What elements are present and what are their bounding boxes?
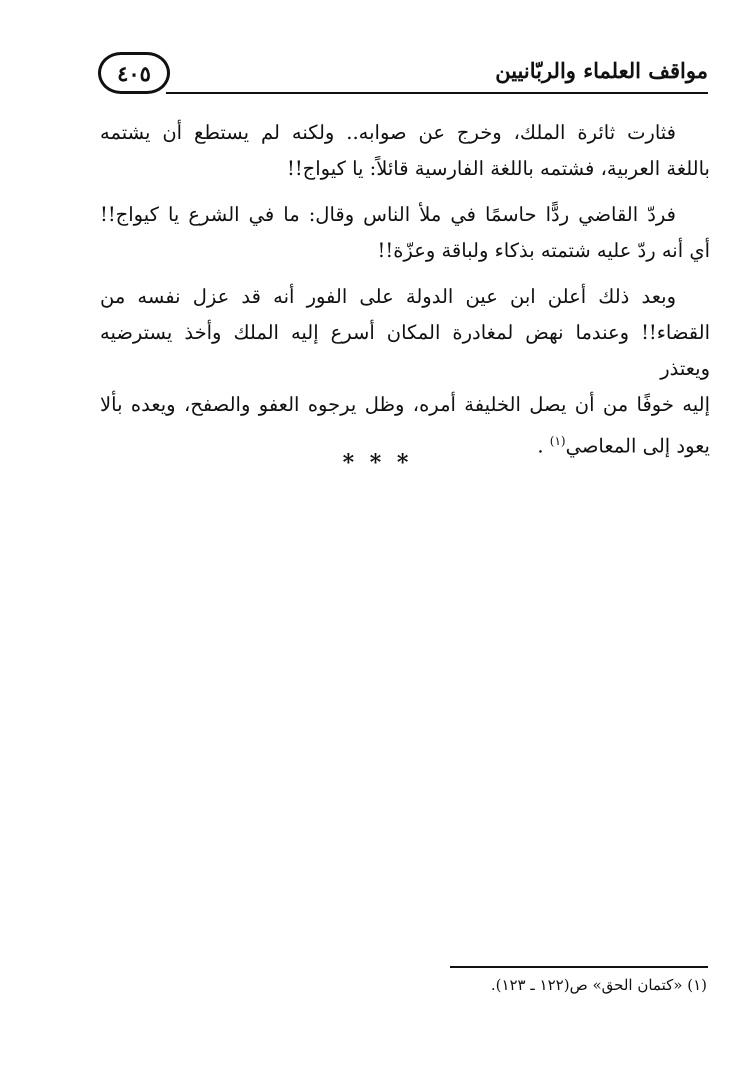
paragraph-3 [100, 279, 710, 465]
header-rule [166, 92, 708, 94]
footnote-rule [450, 966, 708, 968]
page-number-badge [98, 52, 170, 94]
text-line: إليه خوفًا من أن يصل الخليفة أمره، وظل يرجوه العفو والصفح، ويعده بألا [100, 393, 710, 416]
running-title: مواقف العلماء والربّانيين [495, 58, 708, 83]
text-line: فثارت ثائرة الملك، وخرج عن صوابه.. ولكنه لم يستطع أن يشتمه [100, 121, 676, 144]
footnote-marker[interactable]: (١) [549, 434, 566, 448]
text-line: فردّ القاضي ردًّا حاسمًا في ملأ الناس وقال: ما في الشرع يا كيواج!! [100, 203, 676, 226]
text-line-tail: . [537, 434, 550, 458]
text-line: وبعد ذلك أعلن ابن عين الدولة على الفور أنه قد عزل نفسه من [100, 285, 676, 308]
text-line: أي أنه ردّ عليه شتمته بذكاء ولباقة وعزّة!! [377, 239, 710, 262]
footnote: (١) «كتمان الحق» ص(١٢٢ ـ ١٢٣). [490, 976, 707, 994]
section-separator: * * * [342, 450, 413, 476]
page-header [98, 52, 708, 100]
paragraph-1 [100, 115, 710, 187]
text-line: القضاء!! وعندما نهض لمغادرة المكان أسرع إليه الملك وأخذ يسترضيه ويعتذر [100, 321, 710, 380]
page-number: ٤٠٥ [117, 60, 151, 86]
paragraph-2 [100, 197, 710, 269]
text-line-content: يعود إلى المعاصي [565, 434, 710, 458]
body-text [100, 115, 710, 475]
text-line: باللغة العربية، فشتمه باللغة الفارسية قائلاً: يا كيواج!! [286, 157, 710, 180]
